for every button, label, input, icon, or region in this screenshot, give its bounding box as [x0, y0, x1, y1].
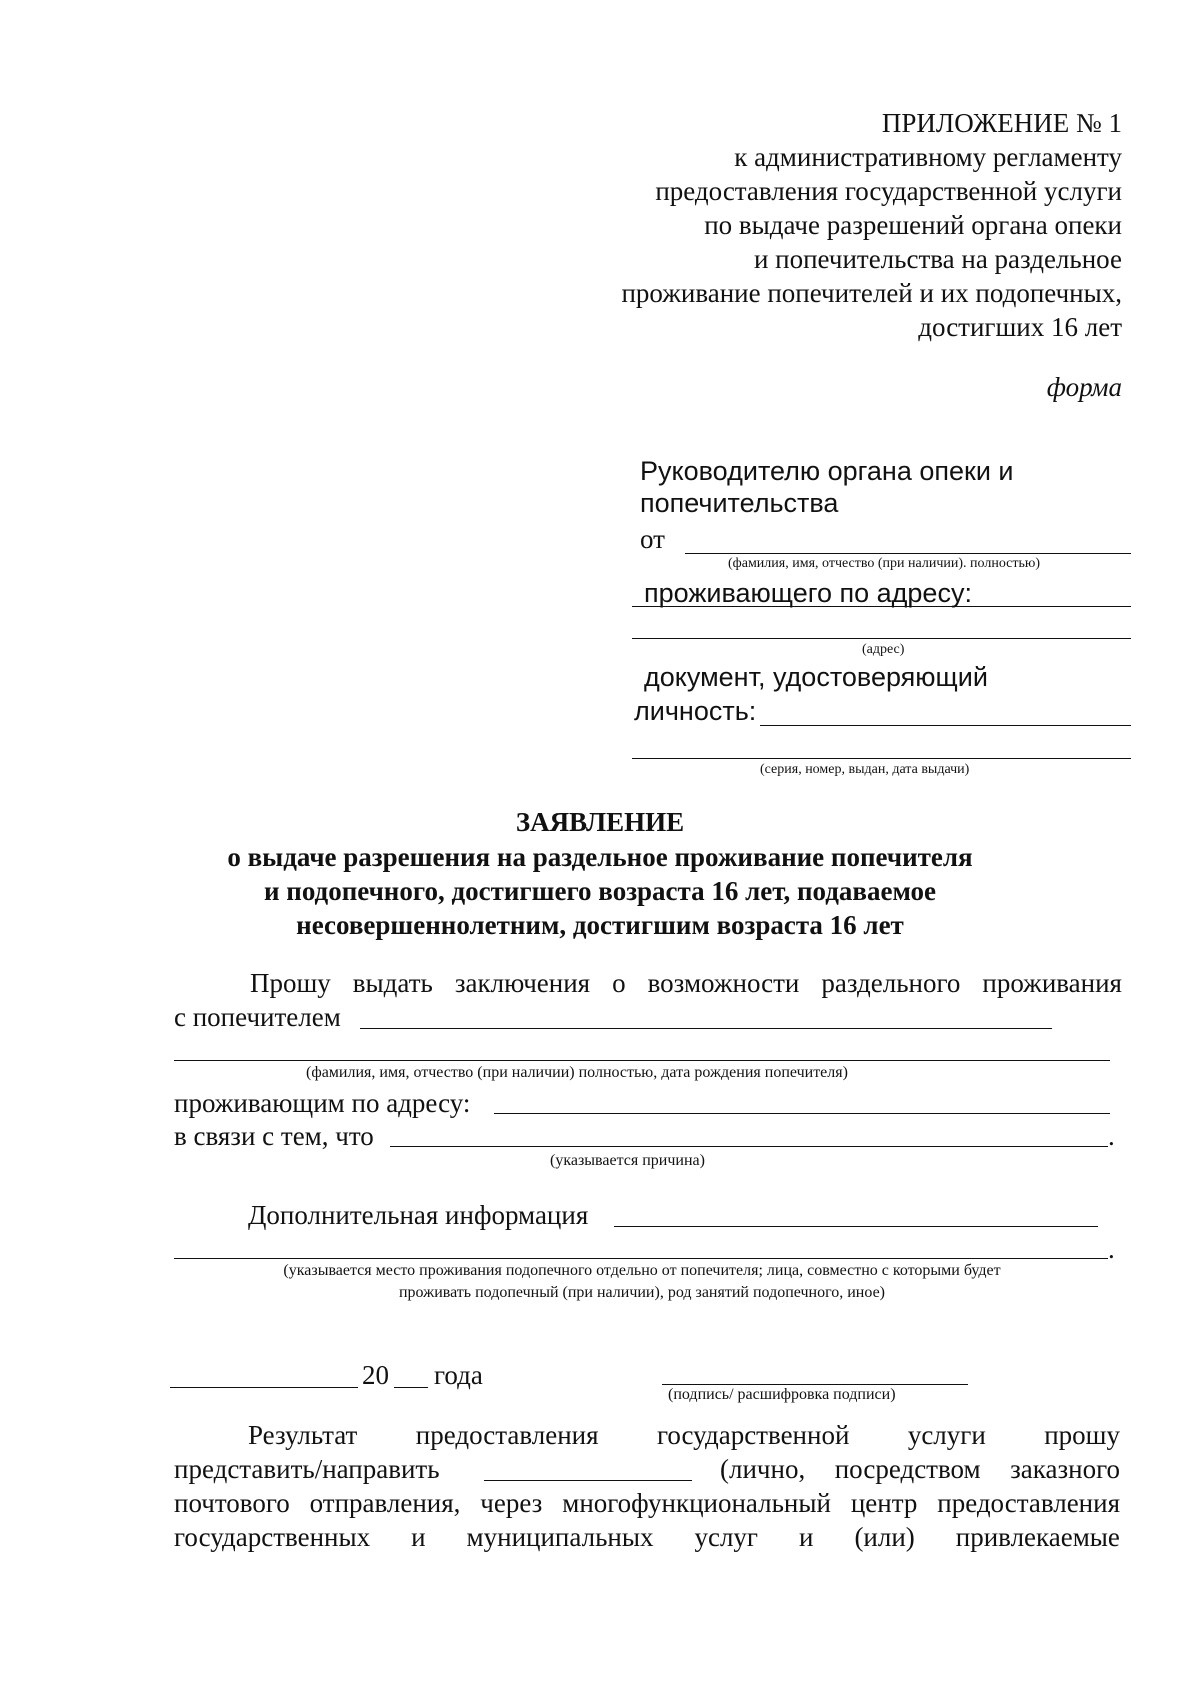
- signature-hint: (подпись/ расшифровка подписи): [668, 1386, 896, 1403]
- request-word: проживания: [982, 968, 1122, 998]
- request-word: выдать: [352, 968, 433, 998]
- result-word: услуги: [907, 1420, 986, 1450]
- statement-subtitle-3: несовершеннолетним, достигшим возраста 16 лет: [296, 910, 904, 940]
- appendix-line: к административному регламенту: [734, 142, 1122, 172]
- residing-label: проживающего по адресу:: [644, 578, 972, 608]
- result-line-2-start: представить/направить: [174, 1454, 440, 1484]
- guardian-field-2[interactable]: [174, 1060, 1110, 1061]
- reason-hint: (указывается причина): [550, 1152, 705, 1169]
- result-word: муниципальных: [466, 1522, 654, 1552]
- delivery-method-field[interactable]: [484, 1480, 692, 1481]
- form-label: форма: [1046, 372, 1122, 402]
- request-word: о: [612, 968, 626, 998]
- guardian-hint: (фамилия, имя, отчество (при наличии) полностью, дата рождения попечителя): [306, 1064, 848, 1081]
- result-word: привлекаемые: [955, 1522, 1120, 1552]
- with-guardian-label: с попечителем: [174, 1002, 341, 1032]
- additional-hint-1: (указывается место проживания подопечного отдельно от попечителя; лица, совместно с которыми будет: [283, 1262, 1001, 1279]
- result-word: заказного: [1010, 1454, 1120, 1484]
- result-word: Результат: [248, 1420, 358, 1450]
- result-word: (лично,: [720, 1454, 806, 1484]
- result-word: государственной: [656, 1420, 850, 1450]
- statement-heading: ЗАЯВЛЕНИЕ: [515, 807, 685, 837]
- additional-info-field-1[interactable]: [614, 1226, 1098, 1227]
- additional-hint-2: проживать подопечный (при наличии), род занятий подопечного, иное): [398, 1284, 885, 1301]
- request-word: возможности: [647, 968, 800, 998]
- because-label: в связи с тем, что: [174, 1121, 374, 1151]
- from-label: от: [640, 524, 665, 554]
- request-line: [250, 966, 1122, 1000]
- date-field[interactable]: [170, 1387, 358, 1388]
- addressee-line-2: попечительства: [640, 488, 839, 518]
- additional-info-label: Дополнительная информация: [248, 1200, 589, 1230]
- result-word: услуг: [694, 1522, 759, 1552]
- appendix-number: ПРИЛОЖЕНИЕ № 1: [881, 108, 1122, 138]
- result-line-2-end: [720, 1452, 1120, 1486]
- result-word: и: [799, 1522, 814, 1552]
- from-field[interactable]: [685, 553, 1131, 554]
- document-label-1: документ, удостоверяющий: [644, 662, 988, 692]
- document-field-2[interactable]: [632, 758, 1131, 759]
- year-prefix: 20: [362, 1360, 389, 1390]
- residing-field-underline: [632, 606, 1131, 607]
- request-word: заключения: [454, 968, 591, 998]
- residing-at-field[interactable]: [494, 1113, 1110, 1114]
- document-field-1[interactable]: [760, 725, 1131, 726]
- result-word: посредством: [834, 1454, 981, 1484]
- because-end: .: [1108, 1121, 1115, 1151]
- from-hint: (фамилия, имя, отчество (при наличии). полностью): [728, 556, 1041, 571]
- result-line-1: [248, 1418, 1120, 1452]
- result-line-3: почтового отправления, через многофункциональный центр предоставления: [174, 1488, 1120, 1518]
- document-label-2: личность:: [634, 696, 757, 726]
- signature-field[interactable]: [662, 1384, 968, 1385]
- result-word: (или): [854, 1522, 915, 1552]
- addressee-line-1: Руководителю органа опеки и: [640, 456, 1014, 486]
- appendix-line: по выдаче разрешений органа опеки: [704, 210, 1122, 240]
- residing-at-label: проживающим по адресу:: [174, 1088, 471, 1118]
- statement-subtitle-1: о выдаче разрешения на раздельное проживание попечителя: [227, 842, 973, 872]
- document-hint: (серия, номер, выдан, дата выдачи): [760, 762, 970, 777]
- result-word: предоставления: [415, 1420, 599, 1450]
- address-hint: (адрес): [862, 642, 905, 657]
- additional-end: .: [1108, 1234, 1115, 1264]
- address-field[interactable]: [632, 638, 1131, 639]
- appendix-line: и попечительства на раздельное: [753, 244, 1122, 274]
- additional-info-field-2[interactable]: [174, 1258, 1108, 1259]
- request-word: раздельного: [821, 968, 961, 998]
- because-field[interactable]: [390, 1146, 1108, 1147]
- appendix-line: достигших 16 лет: [918, 312, 1122, 342]
- guardian-field-1[interactable]: [360, 1028, 1052, 1029]
- year-suffix: года: [434, 1360, 483, 1390]
- statement-subtitle-2: и подопечного, достигшего возраста 16 лет, подаваемое: [263, 876, 937, 906]
- result-line-4: [174, 1520, 1120, 1554]
- year-field[interactable]: [394, 1387, 428, 1388]
- result-word: и: [411, 1522, 426, 1552]
- request-word: Прошу: [250, 968, 331, 998]
- result-word: прошу: [1044, 1420, 1120, 1450]
- appendix-line: проживание попечителей и их подопечных,: [621, 278, 1122, 308]
- appendix-line: предоставления государственной услуги: [655, 176, 1122, 206]
- result-word: государственных: [174, 1522, 371, 1552]
